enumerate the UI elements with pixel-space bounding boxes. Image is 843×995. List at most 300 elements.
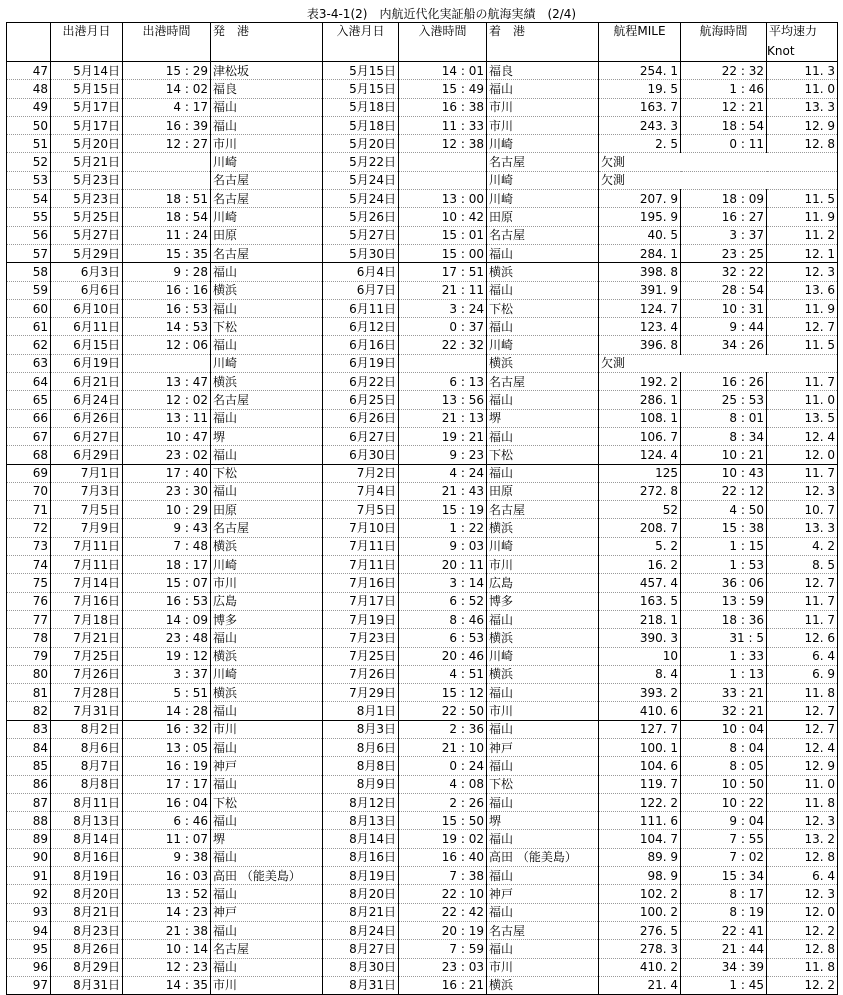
cell-dep-port: 神戸 xyxy=(211,757,323,775)
cell-dep-time: 23 : 30 xyxy=(123,482,211,500)
cell-avg-speed: 12. 8 xyxy=(767,135,838,153)
cell-distance: 127. 7 xyxy=(599,720,681,738)
cell-avg-speed: 13. 5 xyxy=(767,409,838,427)
cell-arr-port: 市川 xyxy=(487,702,599,720)
cell-dep-time: 10 : 29 xyxy=(123,501,211,519)
table-row xyxy=(7,190,838,208)
cell-dep-port: 下松 xyxy=(211,464,323,482)
cell-avg-speed: 12. 9 xyxy=(767,116,838,134)
cell-dep-date: 5月15日 xyxy=(51,80,123,98)
cell-no: 92 xyxy=(7,885,51,903)
cell-dep-date: 8月7日 xyxy=(51,757,123,775)
cell-arr-time xyxy=(399,153,487,171)
cell-dep-port: 名古屋 xyxy=(211,391,323,409)
cell-sail-time: 36 : 06 xyxy=(681,574,767,592)
cell-sail-time: 23 : 25 xyxy=(681,244,767,262)
cell-distance: 111. 6 xyxy=(599,812,681,830)
cell-no: 96 xyxy=(7,958,51,976)
cell-arr-date: 8月21日 xyxy=(323,903,399,921)
cell-arr-port: 下松 xyxy=(487,775,599,793)
cell-no: 67 xyxy=(7,427,51,445)
cell-dep-port: 横浜 xyxy=(211,281,323,299)
cell-dep-date: 5月29日 xyxy=(51,244,123,262)
cell-arr-time: 15 : 19 xyxy=(399,501,487,519)
cell-distance: 100. 1 xyxy=(599,738,681,756)
cell-no: 86 xyxy=(7,775,51,793)
cell-avg-speed: 11. 7 xyxy=(767,464,838,482)
cell-arr-time: 21 : 10 xyxy=(399,738,487,756)
cell-sail-time: 33 : 21 xyxy=(681,684,767,702)
cell-arr-date: 8月6日 xyxy=(323,738,399,756)
cell-sail-time: 13 : 59 xyxy=(681,592,767,610)
cell-distance: 40. 5 xyxy=(599,226,681,244)
cell-avg-speed: 10. 7 xyxy=(767,501,838,519)
cell-arr-date: 7月4日 xyxy=(323,482,399,500)
table-row xyxy=(7,299,838,317)
cell-dep-port: 福山 xyxy=(211,299,323,317)
table-row xyxy=(7,391,838,409)
cell-dep-time: 14 : 09 xyxy=(123,610,211,628)
cell-arr-date: 7月17日 xyxy=(323,592,399,610)
cell-arr-time: 14 : 01 xyxy=(399,62,487,80)
cell-dep-date: 7月21日 xyxy=(51,629,123,647)
table-row xyxy=(7,153,838,171)
cell-arr-time: 9 : 03 xyxy=(399,537,487,555)
cell-dep-port: 名古屋 xyxy=(211,519,323,537)
cell-arr-date: 7月10日 xyxy=(323,519,399,537)
cell-arr-port: 横浜 xyxy=(487,354,599,372)
cell-no: 58 xyxy=(7,263,51,281)
cell-arr-port: 川崎 xyxy=(487,537,599,555)
table-row xyxy=(7,318,838,336)
cell-avg-speed: 12. 9 xyxy=(767,757,838,775)
cell-arr-time: 16 : 40 xyxy=(399,848,487,866)
table-row xyxy=(7,610,838,628)
cell-arr-port: 川崎 xyxy=(487,647,599,665)
cell-no: 63 xyxy=(7,354,51,372)
cell-no: 64 xyxy=(7,373,51,391)
cell-dep-time: 13 : 05 xyxy=(123,738,211,756)
cell-no: 54 xyxy=(7,190,51,208)
cell-dep-port: 川崎 xyxy=(211,665,323,683)
cell-arr-port: 福山 xyxy=(487,684,599,702)
cell-no: 79 xyxy=(7,647,51,665)
cell-distance: 119. 7 xyxy=(599,775,681,793)
cell-avg-speed: 6. 4 xyxy=(767,867,838,885)
cell-arr-time: 16 : 38 xyxy=(399,98,487,116)
cell-distance: 98. 9 xyxy=(599,867,681,885)
cell-arr-port: 堺 xyxy=(487,409,599,427)
cell-arr-time xyxy=(399,171,487,189)
cell-dep-date: 8月31日 xyxy=(51,976,123,994)
cell-dep-time: 9 : 28 xyxy=(123,263,211,281)
cell-no: 65 xyxy=(7,391,51,409)
cell-arr-date: 7月2日 xyxy=(323,464,399,482)
cell-dep-time: 16 : 53 xyxy=(123,299,211,317)
cell-dep-date: 8月14日 xyxy=(51,830,123,848)
cell-avg-speed: 11. 2 xyxy=(767,226,838,244)
table-title: 表3-4-1(2) 内航近代化実証船の航海実績 (2/4) xyxy=(306,7,577,21)
cell-arr-date: 6月27日 xyxy=(323,427,399,445)
table-row xyxy=(7,244,838,262)
table-row xyxy=(7,793,838,811)
cell-dep-port: 津松坂 xyxy=(211,62,323,80)
cell-arr-date: 6月30日 xyxy=(323,446,399,464)
cell-no: 77 xyxy=(7,610,51,628)
cell-distance: 124. 4 xyxy=(599,446,681,464)
cell-dep-time: 15 : 35 xyxy=(123,244,211,262)
cell-arr-port: 福山 xyxy=(487,281,599,299)
cell-dep-time: 21 : 38 xyxy=(123,921,211,939)
cell-dep-port: 広島 xyxy=(211,592,323,610)
cell-arr-port: 福山 xyxy=(487,757,599,775)
cell-dep-port: 横浜 xyxy=(211,684,323,702)
cell-dep-time: 11 : 24 xyxy=(123,226,211,244)
cell-distance: 254. 1 xyxy=(599,62,681,80)
cell-no: 62 xyxy=(7,336,51,354)
cell-arr-time: 16 : 21 xyxy=(399,976,487,994)
cell-avg-speed: 11. 8 xyxy=(767,684,838,702)
cell-dep-port: 市川 xyxy=(211,976,323,994)
cell-no: 82 xyxy=(7,702,51,720)
cell-arr-port: 横浜 xyxy=(487,629,599,647)
cell-dep-time: 14 : 23 xyxy=(123,903,211,921)
cell-avg-speed: 13. 6 xyxy=(767,281,838,299)
cell-arr-port: 福山 xyxy=(487,391,599,409)
cell-arr-time: 12 : 38 xyxy=(399,135,487,153)
table-row xyxy=(7,263,838,281)
cell-dep-date: 5月27日 xyxy=(51,226,123,244)
cell-no: 68 xyxy=(7,446,51,464)
cell-distance: 410. 6 xyxy=(599,702,681,720)
cell-arr-time: 0 : 37 xyxy=(399,318,487,336)
cell-sail-time: 32 : 21 xyxy=(681,702,767,720)
cell-no: 51 xyxy=(7,135,51,153)
cell-dep-time: 16 : 53 xyxy=(123,592,211,610)
cell-distance: 208. 7 xyxy=(599,519,681,537)
cell-arr-date: 8月9日 xyxy=(323,775,399,793)
cell-arr-time: 22 : 10 xyxy=(399,885,487,903)
cell-arr-port: 名古屋 xyxy=(487,921,599,939)
cell-dep-date: 7月9日 xyxy=(51,519,123,537)
cell-dep-time: 16 : 32 xyxy=(123,720,211,738)
cell-dep-port: 川崎 xyxy=(211,556,323,574)
cell-sail-time: 15 : 34 xyxy=(681,867,767,885)
cell-arr-time: 2 : 26 xyxy=(399,793,487,811)
cell-dep-time: 13 : 47 xyxy=(123,373,211,391)
cell-arr-port: 名古屋 xyxy=(487,501,599,519)
cell-dep-time: 16 : 03 xyxy=(123,867,211,885)
cell-avg-speed: 11. 9 xyxy=(767,299,838,317)
cell-distance: 104. 7 xyxy=(599,830,681,848)
cell-arr-date: 7月5日 xyxy=(323,501,399,519)
cell-dep-date: 8月16日 xyxy=(51,848,123,866)
header-distance: 航程MILE xyxy=(599,23,681,44)
cell-arr-date: 6月25日 xyxy=(323,391,399,409)
table-row xyxy=(7,647,838,665)
cell-arr-port: 博多 xyxy=(487,592,599,610)
header-no xyxy=(7,23,51,44)
cell-sail-time: 8 : 04 xyxy=(681,738,767,756)
cell-arr-port: 名古屋 xyxy=(487,373,599,391)
cell-dep-time: 10 : 14 xyxy=(123,940,211,958)
cell-avg-speed: 11. 7 xyxy=(767,610,838,628)
cell-sail-time: 16 : 26 xyxy=(681,373,767,391)
cell-arr-time: 21 : 13 xyxy=(399,409,487,427)
cell-sail-time: 34 : 39 xyxy=(681,958,767,976)
cell-no: 72 xyxy=(7,519,51,537)
cell-dep-port: 市川 xyxy=(211,135,323,153)
cell-avg-speed xyxy=(767,354,838,372)
cell-arr-date: 8月1日 xyxy=(323,702,399,720)
table-row xyxy=(7,409,838,427)
cell-dep-port: 神戸 xyxy=(211,903,323,921)
cell-dep-date: 7月1日 xyxy=(51,464,123,482)
cell-arr-date: 6月19日 xyxy=(323,354,399,372)
cell-arr-port: 福山 xyxy=(487,867,599,885)
cell-dep-date: 5月21日 xyxy=(51,153,123,171)
cell-avg-speed: 12. 3 xyxy=(767,263,838,281)
cell-arr-date: 5月27日 xyxy=(323,226,399,244)
cell-sail-time: 25 : 53 xyxy=(681,391,767,409)
cell-dep-time: 13 : 11 xyxy=(123,409,211,427)
cell-arr-port: 横浜 xyxy=(487,263,599,281)
table-row xyxy=(7,848,838,866)
cell-dep-date: 6月24日 xyxy=(51,391,123,409)
cell-dep-port: 市川 xyxy=(211,720,323,738)
cell-no: 95 xyxy=(7,940,51,958)
cell-arr-time: 4 : 24 xyxy=(399,464,487,482)
cell-dep-port: 川崎 xyxy=(211,354,323,372)
cell-sail-time: 1 : 45 xyxy=(681,976,767,994)
table-row xyxy=(7,171,838,189)
cell-arr-port: 市川 xyxy=(487,958,599,976)
cell-avg-speed: 11. 5 xyxy=(767,190,838,208)
cell-distance: 欠測 xyxy=(599,153,681,171)
cell-arr-time: 21 : 43 xyxy=(399,482,487,500)
table-row xyxy=(7,720,838,738)
table-row xyxy=(7,921,838,939)
cell-arr-time: 0 : 24 xyxy=(399,757,487,775)
cell-avg-speed: 12. 0 xyxy=(767,446,838,464)
cell-arr-time: 15 : 12 xyxy=(399,684,487,702)
cell-avg-speed: 13. 3 xyxy=(767,519,838,537)
cell-dep-date: 7月11日 xyxy=(51,556,123,574)
cell-dep-date: 8月21日 xyxy=(51,903,123,921)
cell-distance: 122. 2 xyxy=(599,793,681,811)
cell-dep-date: 6月19日 xyxy=(51,354,123,372)
cell-sail-time: 1 : 15 xyxy=(681,537,767,555)
cell-arr-time: 19 : 02 xyxy=(399,830,487,848)
cell-arr-time: 8 : 46 xyxy=(399,610,487,628)
cell-avg-speed: 12. 3 xyxy=(767,482,838,500)
cell-dep-port: 名古屋 xyxy=(211,940,323,958)
cell-arr-time: 15 : 50 xyxy=(399,812,487,830)
cell-arr-time: 20 : 46 xyxy=(399,647,487,665)
table-row xyxy=(7,427,838,445)
cell-dep-port: 堺 xyxy=(211,830,323,848)
cell-arr-time: 21 : 11 xyxy=(399,281,487,299)
cell-dep-date: 6月3日 xyxy=(51,263,123,281)
cell-dep-time: 13 : 52 xyxy=(123,885,211,903)
cell-distance: 16. 2 xyxy=(599,556,681,574)
cell-dep-date: 7月14日 xyxy=(51,574,123,592)
cell-distance: 5. 2 xyxy=(599,537,681,555)
cell-sail-time: 1 : 53 xyxy=(681,556,767,574)
cell-sail-time: 22 : 41 xyxy=(681,921,767,939)
cell-arr-date: 8月3日 xyxy=(323,720,399,738)
table-row xyxy=(7,903,838,921)
cell-arr-time xyxy=(399,354,487,372)
cell-no: 73 xyxy=(7,537,51,555)
cell-no: 70 xyxy=(7,482,51,500)
cell-dep-time: 12 : 27 xyxy=(123,135,211,153)
cell-arr-date: 6月12日 xyxy=(323,318,399,336)
cell-distance: 100. 2 xyxy=(599,903,681,921)
cell-arr-time: 20 : 11 xyxy=(399,556,487,574)
cell-arr-port: 名古屋 xyxy=(487,226,599,244)
cell-dep-port: 横浜 xyxy=(211,647,323,665)
cell-dep-date: 7月26日 xyxy=(51,665,123,683)
cell-sail-time: 1 : 33 xyxy=(681,647,767,665)
cell-arr-time: 22 : 42 xyxy=(399,903,487,921)
cell-sail-time: 8 : 19 xyxy=(681,903,767,921)
table-row xyxy=(7,867,838,885)
cell-dep-time: 14 : 53 xyxy=(123,318,211,336)
cell-arr-date: 8月24日 xyxy=(323,921,399,939)
cell-arr-port: 川崎 xyxy=(487,336,599,354)
cell-arr-port: 田原 xyxy=(487,208,599,226)
cell-dep-port: 福山 xyxy=(211,263,323,281)
cell-dep-date: 6月15日 xyxy=(51,336,123,354)
cell-arr-port: 横浜 xyxy=(487,665,599,683)
cell-distance: 390. 3 xyxy=(599,629,681,647)
cell-avg-speed: 12. 6 xyxy=(767,629,838,647)
cell-arr-time: 15 : 01 xyxy=(399,226,487,244)
cell-dep-time: 3 : 37 xyxy=(123,665,211,683)
cell-arr-port: 広島 xyxy=(487,574,599,592)
cell-sail-time: 18 : 54 xyxy=(681,116,767,134)
cell-dep-date: 7月31日 xyxy=(51,702,123,720)
cell-dep-date: 7月28日 xyxy=(51,684,123,702)
cell-no: 52 xyxy=(7,153,51,171)
cell-arr-date: 5月26日 xyxy=(323,208,399,226)
table-row xyxy=(7,373,838,391)
cell-sail-time: 9 : 44 xyxy=(681,318,767,336)
cell-arr-port: 川崎 xyxy=(487,135,599,153)
cell-dep-port: 名古屋 xyxy=(211,244,323,262)
cell-sail-time: 10 : 43 xyxy=(681,464,767,482)
cell-avg-speed: 13. 2 xyxy=(767,830,838,848)
cell-dep-date: 5月17日 xyxy=(51,98,123,116)
cell-arr-port: 福山 xyxy=(487,80,599,98)
cell-avg-speed: 12. 7 xyxy=(767,720,838,738)
cell-sail-time: 1 : 13 xyxy=(681,665,767,683)
cell-sail-time: 28 : 54 xyxy=(681,281,767,299)
cell-no: 61 xyxy=(7,318,51,336)
cell-distance: 欠測 xyxy=(599,171,681,189)
cell-dep-time: 18 : 54 xyxy=(123,208,211,226)
cell-arr-port: 市川 xyxy=(487,116,599,134)
cell-dep-date: 5月23日 xyxy=(51,171,123,189)
cell-dep-date: 8月6日 xyxy=(51,738,123,756)
cell-distance: 391. 9 xyxy=(599,281,681,299)
cell-no: 78 xyxy=(7,629,51,647)
cell-avg-speed: 8. 5 xyxy=(767,556,838,574)
table-row xyxy=(7,684,838,702)
header-avg-speed: 平均速力 xyxy=(767,23,838,44)
cell-no: 49 xyxy=(7,98,51,116)
cell-distance: 106. 7 xyxy=(599,427,681,445)
cell-sail-time: 1 : 46 xyxy=(681,80,767,98)
cell-sail-time: 10 : 04 xyxy=(681,720,767,738)
cell-distance: 8. 4 xyxy=(599,665,681,683)
cell-dep-port: 福山 xyxy=(211,885,323,903)
cell-arr-date: 6月26日 xyxy=(323,409,399,427)
cell-arr-date: 8月8日 xyxy=(323,757,399,775)
table-row xyxy=(7,226,838,244)
cell-arr-date: 6月11日 xyxy=(323,299,399,317)
cell-dep-date: 6月10日 xyxy=(51,299,123,317)
cell-arr-date: 5月20日 xyxy=(323,135,399,153)
cell-arr-time: 4 : 51 xyxy=(399,665,487,683)
cell-arr-time: 7 : 59 xyxy=(399,940,487,958)
cell-distance: 21. 4 xyxy=(599,976,681,994)
cell-distance: 19. 5 xyxy=(599,80,681,98)
cell-avg-speed: 12. 3 xyxy=(767,885,838,903)
cell-arr-time: 22 : 50 xyxy=(399,702,487,720)
cell-arr-date: 7月29日 xyxy=(323,684,399,702)
cell-dep-date: 6月11日 xyxy=(51,318,123,336)
cell-distance: 124. 7 xyxy=(599,299,681,317)
header-dep-date: 出港月日 xyxy=(51,23,123,44)
cell-arr-date: 7月25日 xyxy=(323,647,399,665)
cell-dep-date: 8月20日 xyxy=(51,885,123,903)
cell-dep-port: 下松 xyxy=(211,793,323,811)
cell-dep-port: 福山 xyxy=(211,775,323,793)
cell-arr-port: 福山 xyxy=(487,610,599,628)
cell-avg-speed: 11. 8 xyxy=(767,958,838,976)
cell-dep-port: 福山 xyxy=(211,98,323,116)
cell-distance: 218. 1 xyxy=(599,610,681,628)
cell-dep-port: 川崎 xyxy=(211,153,323,171)
cell-dep-port: 福山 xyxy=(211,409,323,427)
cell-dep-date: 7月18日 xyxy=(51,610,123,628)
cell-dep-port: 名古屋 xyxy=(211,171,323,189)
cell-sail-time: 12 : 21 xyxy=(681,98,767,116)
cell-distance: 104. 6 xyxy=(599,757,681,775)
cell-sail-time: 3 : 37 xyxy=(681,226,767,244)
cell-dep-port: 福山 xyxy=(211,336,323,354)
table-row xyxy=(7,812,838,830)
cell-arr-time: 20 : 19 xyxy=(399,921,487,939)
cell-no: 56 xyxy=(7,226,51,244)
cell-avg-speed: 11. 9 xyxy=(767,208,838,226)
cell-sail-time: 22 : 32 xyxy=(681,62,767,80)
cell-dep-time: 23 : 02 xyxy=(123,446,211,464)
cell-dep-time: 12 : 23 xyxy=(123,958,211,976)
cell-sail-time: 16 : 27 xyxy=(681,208,767,226)
cell-arr-port: 福山 xyxy=(487,720,599,738)
cell-dep-port: 高田 （能美島） xyxy=(211,867,323,885)
cell-arr-time: 13 : 00 xyxy=(399,190,487,208)
cell-no: 48 xyxy=(7,80,51,98)
cell-arr-date: 8月20日 xyxy=(323,885,399,903)
table-row xyxy=(7,757,838,775)
cell-dep-port: 福山 xyxy=(211,848,323,866)
cell-arr-port: 福山 xyxy=(487,903,599,921)
cell-arr-date: 8月14日 xyxy=(323,830,399,848)
